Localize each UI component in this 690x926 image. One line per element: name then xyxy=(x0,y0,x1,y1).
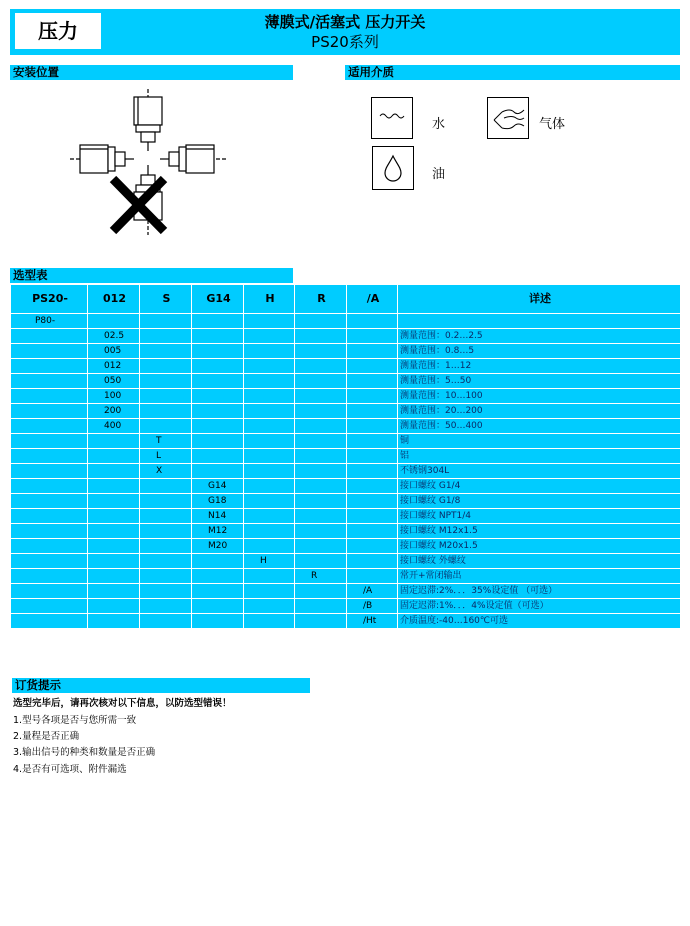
code-cell xyxy=(11,569,88,584)
code-cell: 02.5 xyxy=(88,329,140,344)
code-cell xyxy=(140,494,192,509)
code-cell xyxy=(347,494,398,509)
code-cell xyxy=(140,404,192,419)
code-cell xyxy=(11,539,88,554)
selection-table xyxy=(10,284,681,629)
code-cell xyxy=(295,449,347,464)
detail-cell: 测量范围：20…200 xyxy=(398,404,681,419)
table-row xyxy=(11,584,681,599)
detail-cell: 测量范围：0.8…5 xyxy=(398,344,681,359)
code-cell xyxy=(295,374,347,389)
column-header: 012 xyxy=(88,285,140,314)
code-cell xyxy=(140,539,192,554)
category-badge: 压力 xyxy=(15,13,101,49)
code-cell xyxy=(295,509,347,524)
code-cell xyxy=(295,524,347,539)
code-cell xyxy=(295,434,347,449)
code-cell xyxy=(244,569,295,584)
code-cell xyxy=(295,479,347,494)
detail-cell: 不锈钢304L xyxy=(398,464,681,479)
code-cell xyxy=(244,434,295,449)
code-cell xyxy=(192,329,244,344)
code-cell xyxy=(140,344,192,359)
code-cell xyxy=(11,599,88,614)
code-cell xyxy=(295,554,347,569)
code-cell xyxy=(244,524,295,539)
code-cell xyxy=(88,524,140,539)
code-cell xyxy=(347,434,398,449)
code-cell xyxy=(192,554,244,569)
detail-cell: 接口螺纹 G1/4 xyxy=(398,479,681,494)
series-subtitle: PS20系列 xyxy=(311,33,379,51)
code-cell: 400 xyxy=(88,419,140,434)
code-cell xyxy=(11,509,88,524)
oil-label: 油 xyxy=(432,167,446,182)
table-row xyxy=(11,554,681,569)
code-cell: 200 xyxy=(88,404,140,419)
code-cell xyxy=(140,314,192,329)
code-cell xyxy=(88,509,140,524)
code-cell xyxy=(347,419,398,434)
water-label: 水 xyxy=(432,117,446,132)
code-cell xyxy=(295,344,347,359)
code-cell xyxy=(192,434,244,449)
detail-cell: 铝 xyxy=(398,449,681,464)
code-cell: G18 xyxy=(192,494,244,509)
order-item: 3.输出信号的种类和数量是否正确 xyxy=(13,747,156,758)
detail-cell: 介质温度:-40…160℃可选 xyxy=(398,614,681,629)
code-cell xyxy=(192,419,244,434)
code-cell xyxy=(347,509,398,524)
code-cell xyxy=(192,599,244,614)
table-row xyxy=(11,389,681,404)
code-cell xyxy=(244,359,295,374)
column-header: H xyxy=(244,285,295,314)
code-cell xyxy=(295,404,347,419)
code-cell: R xyxy=(295,569,347,584)
column-header: PS20- xyxy=(11,285,88,314)
code-cell xyxy=(347,359,398,374)
table-row xyxy=(11,359,681,374)
detail-cell: 接口螺纹 外螺纹 xyxy=(398,554,681,569)
code-cell xyxy=(244,464,295,479)
media-heading: 适用介质 xyxy=(345,65,680,80)
order-heading: 订货提示 xyxy=(12,678,310,693)
column-header: R xyxy=(295,285,347,314)
code-cell xyxy=(88,599,140,614)
code-cell xyxy=(244,539,295,554)
detail-cell: 接口螺纹 NPT1/4 xyxy=(398,509,681,524)
code-cell xyxy=(244,404,295,419)
table-row xyxy=(11,614,681,629)
code-cell xyxy=(140,599,192,614)
detail-cell: 接口螺纹 G1/8 xyxy=(398,494,681,509)
code-cell xyxy=(11,449,88,464)
table-row xyxy=(11,449,681,464)
code-cell xyxy=(11,344,88,359)
code-cell xyxy=(140,584,192,599)
order-item: 4.是否有可选项、附件漏选 xyxy=(13,764,127,775)
page-header xyxy=(10,9,680,55)
code-cell xyxy=(244,344,295,359)
detail-cell: 接口螺纹 M12x1.5 xyxy=(398,524,681,539)
code-cell: /B xyxy=(347,599,398,614)
table-row xyxy=(11,374,681,389)
code-cell xyxy=(192,344,244,359)
water-icon xyxy=(371,97,413,139)
code-cell xyxy=(11,554,88,569)
gas-label: 气体 xyxy=(539,117,566,132)
code-cell xyxy=(347,344,398,359)
code-cell xyxy=(11,359,88,374)
code-cell xyxy=(192,569,244,584)
column-header: S xyxy=(140,285,192,314)
code-cell xyxy=(244,509,295,524)
order-item: 1.型号各项是否与您所需一致 xyxy=(13,715,137,726)
code-cell xyxy=(295,614,347,629)
code-cell xyxy=(88,569,140,584)
table-row xyxy=(11,539,681,554)
code-cell xyxy=(140,614,192,629)
code-cell xyxy=(140,389,192,404)
code-cell: 012 xyxy=(88,359,140,374)
code-cell xyxy=(140,554,192,569)
detail-cell: 常开+常闭输出 xyxy=(398,569,681,584)
code-cell xyxy=(347,314,398,329)
code-cell xyxy=(192,359,244,374)
code-cell xyxy=(347,449,398,464)
table-row xyxy=(11,569,681,584)
code-cell xyxy=(295,494,347,509)
code-cell xyxy=(140,359,192,374)
code-cell xyxy=(140,524,192,539)
code-cell xyxy=(244,494,295,509)
code-cell xyxy=(244,599,295,614)
code-cell xyxy=(192,314,244,329)
code-cell xyxy=(88,584,140,599)
code-cell xyxy=(192,389,244,404)
code-cell xyxy=(11,584,88,599)
code-cell: 005 xyxy=(88,344,140,359)
column-header: 详述 xyxy=(398,285,681,314)
code-cell xyxy=(347,389,398,404)
code-cell xyxy=(244,419,295,434)
code-cell xyxy=(88,434,140,449)
code-cell xyxy=(347,554,398,569)
code-cell xyxy=(11,374,88,389)
detail-cell: 铜 xyxy=(398,434,681,449)
order-warning: 选型完毕后，请再次核对以下信息，以防选型错误！ xyxy=(13,698,232,709)
detail-cell xyxy=(398,314,681,329)
column-header: /A xyxy=(347,285,398,314)
code-cell xyxy=(88,314,140,329)
code-cell: /Ht xyxy=(347,614,398,629)
table-row xyxy=(11,434,681,449)
code-cell xyxy=(244,314,295,329)
code-cell xyxy=(347,374,398,389)
detail-cell: 接口螺纹 M20x1.5 xyxy=(398,539,681,554)
code-cell xyxy=(88,479,140,494)
table-row xyxy=(11,494,681,509)
code-cell xyxy=(295,314,347,329)
code-cell: 100 xyxy=(88,389,140,404)
code-cell xyxy=(192,464,244,479)
code-cell xyxy=(295,329,347,344)
table-row xyxy=(11,479,681,494)
code-cell xyxy=(244,374,295,389)
install-heading: 安装位置 xyxy=(10,65,293,80)
code-cell: L xyxy=(140,449,192,464)
code-cell xyxy=(88,539,140,554)
code-cell: G14 xyxy=(192,479,244,494)
code-cell xyxy=(295,389,347,404)
table-row xyxy=(11,314,681,329)
code-cell xyxy=(88,449,140,464)
table-row xyxy=(11,404,681,419)
oil-icon xyxy=(372,146,414,190)
code-cell: P80- xyxy=(11,314,88,329)
code-cell xyxy=(140,329,192,344)
code-cell: M20 xyxy=(192,539,244,554)
install-position-diagram xyxy=(68,85,228,237)
code-cell xyxy=(11,524,88,539)
code-cell xyxy=(347,464,398,479)
table-row xyxy=(11,509,681,524)
code-cell xyxy=(295,584,347,599)
detail-cell: 固定迟滞:1%．．．4%设定值（可选） xyxy=(398,599,681,614)
code-cell xyxy=(11,464,88,479)
table-row xyxy=(11,344,681,359)
table-row xyxy=(11,599,681,614)
code-cell xyxy=(88,554,140,569)
detail-cell: 测量范围：50…400 xyxy=(398,419,681,434)
code-cell xyxy=(11,329,88,344)
code-cell xyxy=(347,539,398,554)
code-cell: N14 xyxy=(192,509,244,524)
column-header: G14 xyxy=(192,285,244,314)
code-cell xyxy=(295,464,347,479)
code-cell xyxy=(88,614,140,629)
code-cell xyxy=(244,479,295,494)
gas-icon xyxy=(487,97,529,139)
code-cell xyxy=(11,434,88,449)
code-cell xyxy=(140,419,192,434)
code-cell xyxy=(192,614,244,629)
code-cell xyxy=(140,569,192,584)
code-cell xyxy=(347,479,398,494)
selection-heading: 选型表 xyxy=(10,268,293,283)
code-cell xyxy=(347,329,398,344)
table-header-row xyxy=(11,285,681,314)
code-cell xyxy=(347,569,398,584)
code-cell xyxy=(192,374,244,389)
code-cell xyxy=(140,509,192,524)
detail-cell: 测量范围：0.2…2.5 xyxy=(398,329,681,344)
table-row xyxy=(11,464,681,479)
detail-cell: 固定迟滞:2%．．．35%设定值 （可选） xyxy=(398,584,681,599)
code-cell xyxy=(140,374,192,389)
code-cell xyxy=(244,449,295,464)
code-cell xyxy=(192,449,244,464)
table-row xyxy=(11,419,681,434)
code-cell: /A xyxy=(347,584,398,599)
code-cell xyxy=(11,389,88,404)
code-cell xyxy=(295,599,347,614)
table-row xyxy=(11,329,681,344)
code-cell xyxy=(295,359,347,374)
order-item: 2.量程是否正确 xyxy=(13,731,80,742)
code-cell xyxy=(192,404,244,419)
code-cell xyxy=(11,479,88,494)
code-cell: 050 xyxy=(88,374,140,389)
detail-cell: 测量范围：5…50 xyxy=(398,374,681,389)
code-cell xyxy=(11,404,88,419)
code-cell xyxy=(88,494,140,509)
detail-cell: 测量范围：10…100 xyxy=(398,389,681,404)
table-row xyxy=(11,524,681,539)
code-cell xyxy=(11,419,88,434)
code-cell xyxy=(192,584,244,599)
code-cell xyxy=(295,539,347,554)
code-cell: T xyxy=(140,434,192,449)
code-cell xyxy=(347,524,398,539)
code-cell: X xyxy=(140,464,192,479)
code-cell: H xyxy=(244,554,295,569)
code-cell xyxy=(244,389,295,404)
code-cell: M12 xyxy=(192,524,244,539)
code-cell xyxy=(88,464,140,479)
code-cell xyxy=(244,614,295,629)
code-cell xyxy=(244,584,295,599)
code-cell xyxy=(11,614,88,629)
code-cell xyxy=(244,329,295,344)
page-title: 薄膜式/活塞式 压力开关 xyxy=(264,13,426,31)
detail-cell: 测量范围：1…12 xyxy=(398,359,681,374)
code-cell xyxy=(11,494,88,509)
code-cell xyxy=(140,479,192,494)
code-cell xyxy=(295,419,347,434)
code-cell xyxy=(347,404,398,419)
